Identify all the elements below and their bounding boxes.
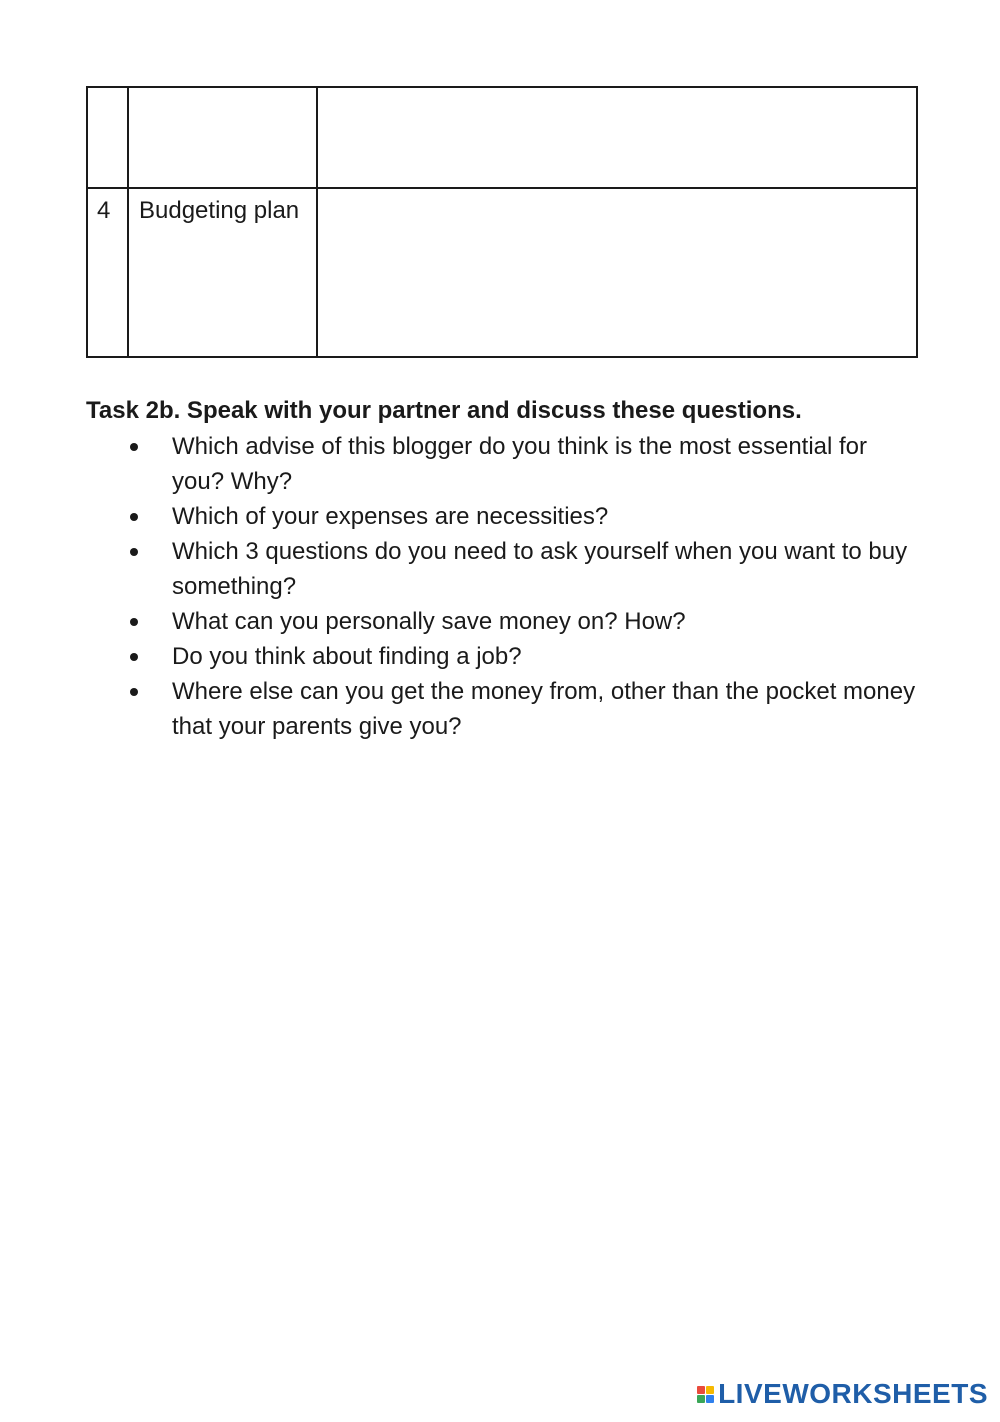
- logo-square: [697, 1386, 705, 1394]
- bullet-icon: [130, 653, 138, 661]
- row-topic: [128, 87, 317, 188]
- task-heading: Task 2b. Speak with your partner and discuss these questions.: [86, 397, 802, 424]
- list-item: [86, 674, 916, 744]
- row-number: [87, 87, 128, 188]
- liveworksheets-logo-icon: [697, 1386, 714, 1403]
- list-item: [86, 639, 916, 674]
- brand-logo[interactable]: [697, 1378, 988, 1410]
- row-topic: Budgeting plan: [128, 188, 317, 357]
- question-text: Which 3 questions do you need to ask yourself when you want to buy something?: [172, 538, 908, 600]
- worksheet-table: [86, 86, 918, 358]
- bullet-icon: [130, 443, 138, 451]
- bullet-icon: [130, 688, 138, 696]
- table-row: [87, 188, 917, 357]
- list-item: [86, 534, 916, 604]
- question-text: Which advise of this blogger do you think is the most essential for you? Why?: [172, 433, 868, 495]
- question-text: Where else can you get the money from, other than the pocket money that your parents give you?: [172, 678, 916, 740]
- question-text: Which of your expenses are necessities?: [172, 503, 609, 530]
- bullet-icon: [130, 618, 138, 626]
- bullet-icon: [130, 548, 138, 556]
- logo-square: [706, 1386, 714, 1394]
- table-row: [87, 87, 917, 188]
- list-item: [86, 604, 916, 639]
- brand-name: LIVEWORKSHEETS: [718, 1378, 988, 1409]
- bullet-icon: [130, 513, 138, 521]
- question-text: Do you think about finding a job?: [172, 643, 522, 670]
- row-number: 4: [87, 188, 128, 357]
- logo-square: [697, 1395, 705, 1403]
- logo-square: [706, 1395, 714, 1403]
- answer-cell[interactable]: [317, 87, 917, 188]
- question-text: What can you personally save money on? How?: [172, 608, 686, 635]
- answer-cell[interactable]: [317, 188, 917, 357]
- list-item: [86, 499, 916, 534]
- question-list: [86, 429, 916, 744]
- list-item: [86, 429, 916, 499]
